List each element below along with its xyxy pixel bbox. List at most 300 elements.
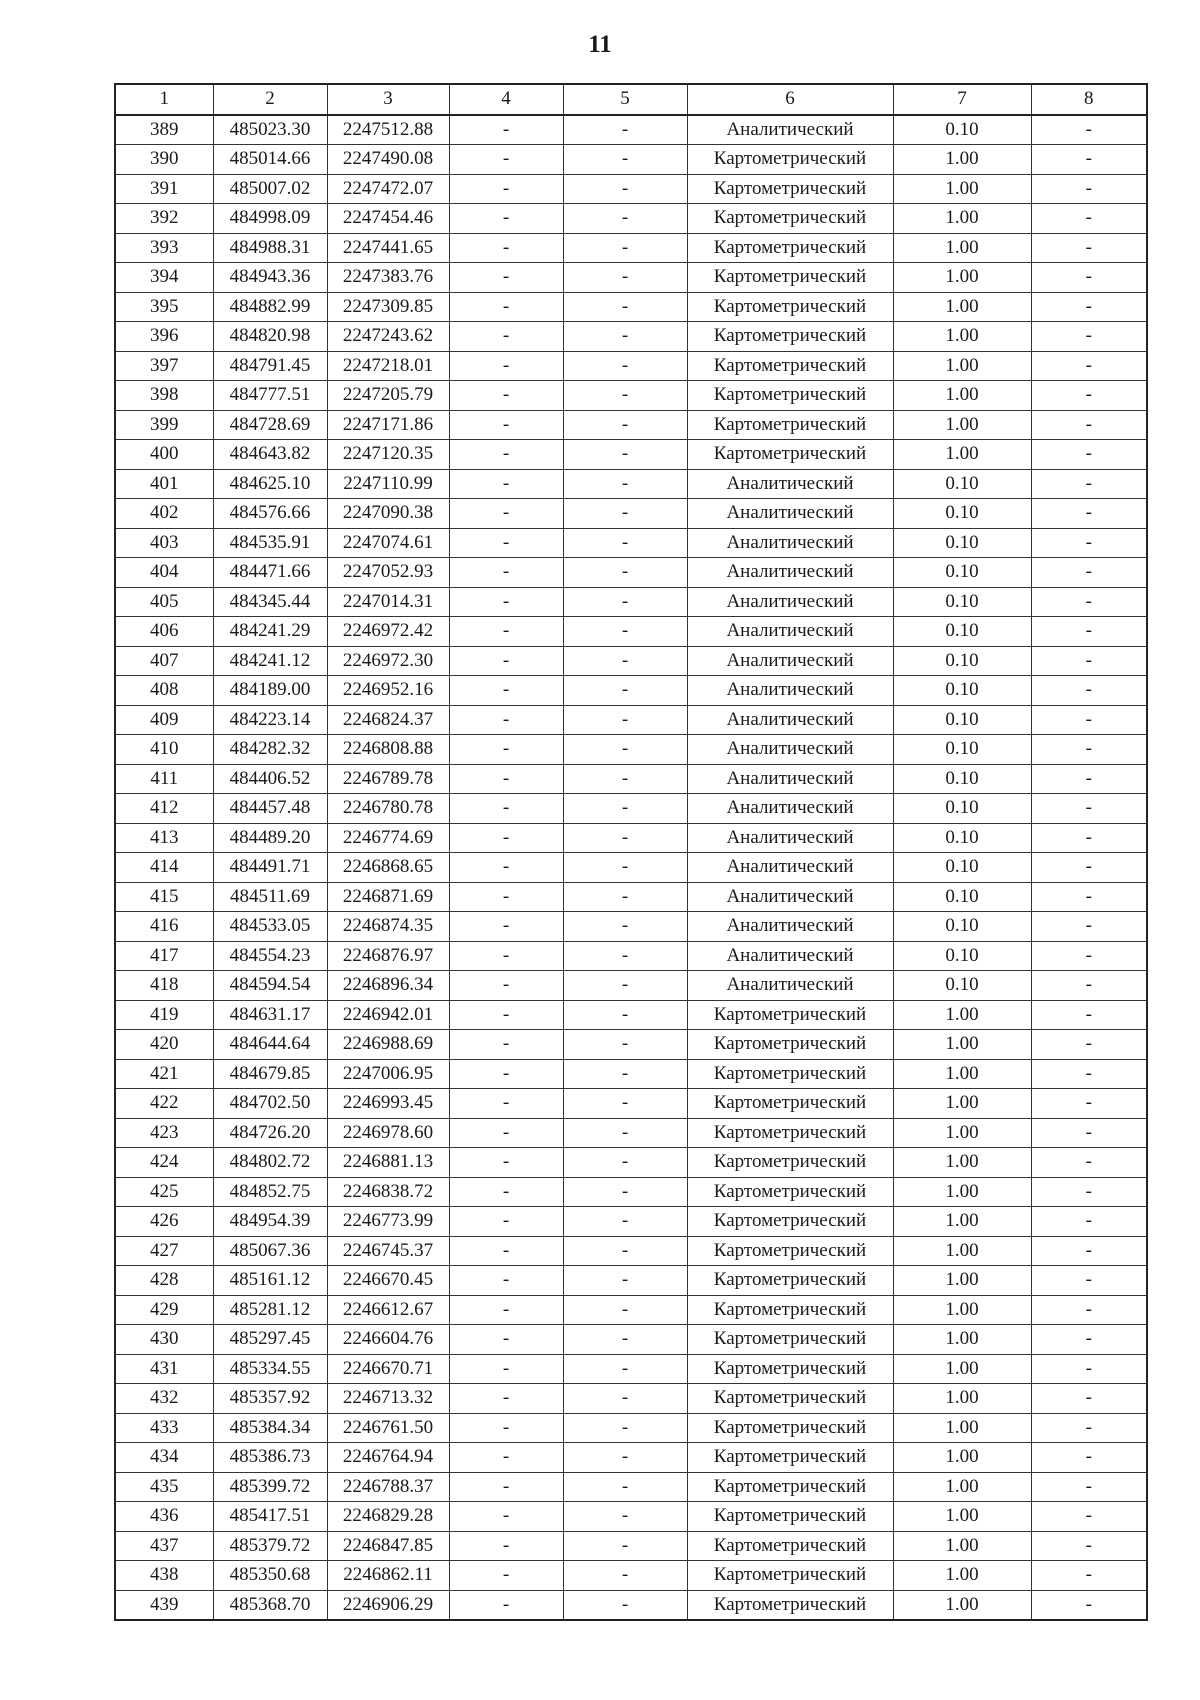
y-coordinate-cell: 2246847.85 [327,1531,449,1561]
y-coordinate-cell: 2247120.35 [327,440,449,470]
column-8-cell: - [1031,1325,1147,1355]
x-coordinate-cell: 484491.71 [213,853,327,883]
x-coordinate-cell: 484576.66 [213,499,327,529]
accuracy-cell: 0.10 [893,646,1031,676]
column-8-cell: - [1031,1354,1147,1384]
x-coordinate-cell: 485386.73 [213,1443,327,1473]
table-row [115,1472,1147,1502]
column-5-cell: - [563,971,687,1001]
column-8-cell: - [1031,1089,1147,1119]
table-row [115,646,1147,676]
column-8-cell: - [1031,676,1147,706]
x-coordinate-cell: 484679.85 [213,1059,327,1089]
column-5-cell: - [563,1295,687,1325]
column-8-cell: - [1031,204,1147,234]
accuracy-cell: 0.10 [893,499,1031,529]
method-cell: Картометрический [687,1531,893,1561]
accuracy-cell: 1.00 [893,1472,1031,1502]
column-5-cell: - [563,528,687,558]
x-coordinate-cell: 485007.02 [213,174,327,204]
accuracy-cell: 1.00 [893,1266,1031,1296]
column-8-cell: - [1031,499,1147,529]
column-4-cell: - [449,204,563,234]
y-coordinate-cell: 2246670.45 [327,1266,449,1296]
column-5-cell: - [563,882,687,912]
method-cell: Аналитический [687,882,893,912]
column-4-cell: - [449,469,563,499]
accuracy-cell: 0.10 [893,941,1031,971]
y-coordinate-cell: 2246874.35 [327,912,449,942]
x-coordinate-cell: 484511.69 [213,882,327,912]
x-coordinate-cell: 484189.00 [213,676,327,706]
x-coordinate-cell: 484988.31 [213,233,327,263]
x-coordinate-cell: 484726.20 [213,1118,327,1148]
method-cell: Картометрический [687,1059,893,1089]
column-5-cell: - [563,1118,687,1148]
column-8-cell: - [1031,1000,1147,1030]
column-8-cell: - [1031,912,1147,942]
point-number-cell: 406 [115,617,213,647]
column-8-cell: - [1031,1030,1147,1060]
method-cell: Аналитический [687,853,893,883]
x-coordinate-cell: 484554.23 [213,941,327,971]
point-number-cell: 408 [115,676,213,706]
point-number-cell: 432 [115,1384,213,1414]
method-cell: Картометрический [687,204,893,234]
method-cell: Картометрический [687,322,893,352]
column-4-cell: - [449,971,563,1001]
column-4-cell: - [449,941,563,971]
column-4-cell: - [449,322,563,352]
x-coordinate-cell: 485357.92 [213,1384,327,1414]
point-number-cell: 429 [115,1295,213,1325]
column-8-cell: - [1031,1384,1147,1414]
column-5-cell: - [563,912,687,942]
table-row [115,1354,1147,1384]
y-coordinate-cell: 2247218.01 [327,351,449,381]
x-coordinate-cell: 485067.36 [213,1236,327,1266]
table-row [115,587,1147,617]
column-5-cell: - [563,1561,687,1591]
column-5-cell: - [563,705,687,735]
column-8-cell: - [1031,1236,1147,1266]
accuracy-cell: 1.00 [893,1059,1031,1089]
table-row [115,233,1147,263]
column-5-cell: - [563,1413,687,1443]
table-row [115,1148,1147,1178]
method-cell: Картометрический [687,1325,893,1355]
point-number-cell: 414 [115,853,213,883]
column-8-cell: - [1031,823,1147,853]
column-4-cell: - [449,735,563,765]
y-coordinate-cell: 2246896.34 [327,971,449,1001]
method-cell: Картометрический [687,174,893,204]
column-8-cell: - [1031,735,1147,765]
point-number-cell: 399 [115,410,213,440]
table-row [115,1000,1147,1030]
x-coordinate-cell: 484882.99 [213,292,327,322]
column-8-cell: - [1031,1118,1147,1148]
point-number-cell: 439 [115,1590,213,1620]
x-coordinate-cell: 484241.29 [213,617,327,647]
column-header: 3 [327,84,449,115]
column-5-cell: - [563,322,687,352]
x-coordinate-cell: 484282.32 [213,735,327,765]
accuracy-cell: 1.00 [893,1325,1031,1355]
coordinates-table [114,83,1148,1621]
column-5-cell: - [563,115,687,145]
accuracy-cell: 0.10 [893,617,1031,647]
y-coordinate-cell: 2246829.28 [327,1502,449,1532]
accuracy-cell: 1.00 [893,1354,1031,1384]
method-cell: Аналитический [687,705,893,735]
point-number-cell: 415 [115,882,213,912]
accuracy-cell: 0.10 [893,912,1031,942]
accuracy-cell: 0.10 [893,705,1031,735]
y-coordinate-cell: 2247243.62 [327,322,449,352]
method-cell: Аналитический [687,912,893,942]
table-row [115,351,1147,381]
column-8-cell: - [1031,115,1147,145]
column-5-cell: - [563,646,687,676]
column-4-cell: - [449,1561,563,1591]
column-4-cell: - [449,1236,563,1266]
table-row [115,1030,1147,1060]
point-number-cell: 396 [115,322,213,352]
column-4-cell: - [449,646,563,676]
table-row [115,292,1147,322]
y-coordinate-cell: 2246764.94 [327,1443,449,1473]
accuracy-cell: 1.00 [893,1089,1031,1119]
table-row [115,174,1147,204]
x-coordinate-cell: 484644.64 [213,1030,327,1060]
point-number-cell: 407 [115,646,213,676]
column-8-cell: - [1031,263,1147,293]
y-coordinate-cell: 2247309.85 [327,292,449,322]
column-5-cell: - [563,145,687,175]
column-5-cell: - [563,1266,687,1296]
column-8-cell: - [1031,145,1147,175]
column-5-cell: - [563,174,687,204]
column-8-cell: - [1031,322,1147,352]
column-4-cell: - [449,1443,563,1473]
column-4-cell: - [449,233,563,263]
y-coordinate-cell: 2246972.42 [327,617,449,647]
method-cell: Картометрический [687,1177,893,1207]
column-4-cell: - [449,764,563,794]
y-coordinate-cell: 2246881.13 [327,1148,449,1178]
table-row [115,558,1147,588]
table-row [115,971,1147,1001]
column-4-cell: - [449,853,563,883]
method-cell: Картометрический [687,1354,893,1384]
column-8-cell: - [1031,853,1147,883]
accuracy-cell: 1.00 [893,145,1031,175]
method-cell: Картометрический [687,410,893,440]
accuracy-cell: 1.00 [893,1118,1031,1148]
method-cell: Аналитический [687,764,893,794]
column-4-cell: - [449,617,563,647]
method-cell: Картометрический [687,1118,893,1148]
method-cell: Аналитический [687,617,893,647]
table-row [115,410,1147,440]
method-cell: Аналитический [687,794,893,824]
x-coordinate-cell: 485379.72 [213,1531,327,1561]
point-number-cell: 425 [115,1177,213,1207]
column-4-cell: - [449,1059,563,1089]
column-4-cell: - [449,676,563,706]
accuracy-cell: 1.00 [893,1590,1031,1620]
point-number-cell: 397 [115,351,213,381]
method-cell: Аналитический [687,469,893,499]
y-coordinate-cell: 2246876.97 [327,941,449,971]
y-coordinate-cell: 2247441.65 [327,233,449,263]
table-header-row [115,84,1147,115]
column-4-cell: - [449,587,563,617]
y-coordinate-cell: 2247090.38 [327,499,449,529]
point-number-cell: 411 [115,764,213,794]
x-coordinate-cell: 485384.34 [213,1413,327,1443]
column-4-cell: - [449,1089,563,1119]
table-row [115,322,1147,352]
method-cell: Картометрический [687,1502,893,1532]
column-4-cell: - [449,263,563,293]
column-4-cell: - [449,410,563,440]
method-cell: Картометрический [687,1384,893,1414]
column-5-cell: - [563,233,687,263]
y-coordinate-cell: 2247074.61 [327,528,449,558]
point-number-cell: 389 [115,115,213,145]
column-4-cell: - [449,381,563,411]
column-8-cell: - [1031,1413,1147,1443]
table-row [115,617,1147,647]
method-cell: Аналитический [687,587,893,617]
column-5-cell: - [563,1089,687,1119]
method-cell: Картометрический [687,1590,893,1620]
accuracy-cell: 1.00 [893,1502,1031,1532]
table-row [115,735,1147,765]
column-8-cell: - [1031,292,1147,322]
column-4-cell: - [449,558,563,588]
x-coordinate-cell: 485014.66 [213,145,327,175]
y-coordinate-cell: 2246670.71 [327,1354,449,1384]
table-row [115,1561,1147,1591]
column-4-cell: - [449,1590,563,1620]
column-8-cell: - [1031,705,1147,735]
point-number-cell: 394 [115,263,213,293]
point-number-cell: 431 [115,1354,213,1384]
y-coordinate-cell: 2247052.93 [327,558,449,588]
table-row [115,1118,1147,1148]
column-4-cell: - [449,882,563,912]
point-number-cell: 412 [115,794,213,824]
column-8-cell: - [1031,1059,1147,1089]
point-number-cell: 409 [115,705,213,735]
table-body [115,115,1147,1621]
column-5-cell: - [563,440,687,470]
column-5-cell: - [563,764,687,794]
column-8-cell: - [1031,587,1147,617]
y-coordinate-cell: 2246993.45 [327,1089,449,1119]
column-5-cell: - [563,676,687,706]
method-cell: Аналитический [687,735,893,765]
column-5-cell: - [563,410,687,440]
column-header: 8 [1031,84,1147,115]
accuracy-cell: 0.10 [893,794,1031,824]
method-cell: Картометрический [687,440,893,470]
y-coordinate-cell: 2246972.30 [327,646,449,676]
table-row [115,1266,1147,1296]
accuracy-cell: 1.00 [893,1295,1031,1325]
method-cell: Картометрический [687,1030,893,1060]
accuracy-cell: 1.00 [893,1207,1031,1237]
accuracy-cell: 1.00 [893,1531,1031,1561]
x-coordinate-cell: 484594.54 [213,971,327,1001]
column-5-cell: - [563,1443,687,1473]
column-4-cell: - [449,1207,563,1237]
column-8-cell: - [1031,558,1147,588]
method-cell: Картометрический [687,145,893,175]
table-row [115,1590,1147,1620]
point-number-cell: 423 [115,1118,213,1148]
method-cell: Аналитический [687,115,893,145]
column-4-cell: - [449,1531,563,1561]
accuracy-cell: 0.10 [893,558,1031,588]
accuracy-cell: 1.00 [893,1177,1031,1207]
accuracy-cell: 1.00 [893,174,1031,204]
column-8-cell: - [1031,764,1147,794]
point-number-cell: 390 [115,145,213,175]
table-row [115,764,1147,794]
column-8-cell: - [1031,1502,1147,1532]
y-coordinate-cell: 2247383.76 [327,263,449,293]
column-4-cell: - [449,823,563,853]
x-coordinate-cell: 484631.17 [213,1000,327,1030]
x-coordinate-cell: 485334.55 [213,1354,327,1384]
column-5-cell: - [563,823,687,853]
method-cell: Картометрический [687,292,893,322]
y-coordinate-cell: 2246789.78 [327,764,449,794]
column-8-cell: - [1031,617,1147,647]
x-coordinate-cell: 485161.12 [213,1266,327,1296]
accuracy-cell: 1.00 [893,233,1031,263]
point-number-cell: 424 [115,1148,213,1178]
column-8-cell: - [1031,1472,1147,1502]
method-cell: Картометрический [687,1207,893,1237]
accuracy-cell: 1.00 [893,410,1031,440]
y-coordinate-cell: 2246612.67 [327,1295,449,1325]
y-coordinate-cell: 2246868.65 [327,853,449,883]
point-number-cell: 433 [115,1413,213,1443]
y-coordinate-cell: 2246942.01 [327,1000,449,1030]
column-8-cell: - [1031,1590,1147,1620]
column-4-cell: - [449,705,563,735]
y-coordinate-cell: 2246906.29 [327,1590,449,1620]
y-coordinate-cell: 2247014.31 [327,587,449,617]
point-number-cell: 405 [115,587,213,617]
column-5-cell: - [563,1177,687,1207]
point-number-cell: 438 [115,1561,213,1591]
column-8-cell: - [1031,381,1147,411]
accuracy-cell: 0.10 [893,853,1031,883]
point-number-cell: 392 [115,204,213,234]
point-number-cell: 393 [115,233,213,263]
x-coordinate-cell: 485399.72 [213,1472,327,1502]
column-4-cell: - [449,528,563,558]
method-cell: Картометрический [687,1236,893,1266]
x-coordinate-cell: 484643.82 [213,440,327,470]
column-8-cell: - [1031,971,1147,1001]
table-row [115,115,1147,145]
point-number-cell: 435 [115,1472,213,1502]
method-cell: Картометрический [687,1443,893,1473]
y-coordinate-cell: 2246761.50 [327,1413,449,1443]
column-4-cell: - [449,440,563,470]
column-8-cell: - [1031,646,1147,676]
accuracy-cell: 1.00 [893,322,1031,352]
accuracy-cell: 1.00 [893,263,1031,293]
column-5-cell: - [563,351,687,381]
column-5-cell: - [563,1030,687,1060]
column-5-cell: - [563,1472,687,1502]
point-number-cell: 427 [115,1236,213,1266]
point-number-cell: 419 [115,1000,213,1030]
table-row [115,912,1147,942]
method-cell: Картометрический [687,263,893,293]
column-4-cell: - [449,1502,563,1532]
column-5-cell: - [563,1590,687,1620]
table-row [115,853,1147,883]
point-number-cell: 420 [115,1030,213,1060]
column-4-cell: - [449,351,563,381]
point-number-cell: 437 [115,1531,213,1561]
column-4-cell: - [449,174,563,204]
method-cell: Аналитический [687,971,893,1001]
accuracy-cell: 1.00 [893,440,1031,470]
column-4-cell: - [449,145,563,175]
method-cell: Картометрический [687,1413,893,1443]
table-row [115,1325,1147,1355]
table-row [115,204,1147,234]
column-5-cell: - [563,587,687,617]
column-5-cell: - [563,381,687,411]
column-4-cell: - [449,1325,563,1355]
column-8-cell: - [1031,1148,1147,1178]
point-number-cell: 413 [115,823,213,853]
point-number-cell: 402 [115,499,213,529]
x-coordinate-cell: 484820.98 [213,322,327,352]
page-number: 11 [588,31,612,58]
column-8-cell: - [1031,469,1147,499]
column-5-cell: - [563,499,687,529]
column-header: 1 [115,84,213,115]
y-coordinate-cell: 2247512.88 [327,115,449,145]
point-number-cell: 391 [115,174,213,204]
table-row [115,145,1147,175]
table-row [115,1295,1147,1325]
point-number-cell: 417 [115,941,213,971]
table-row [115,676,1147,706]
table-row [115,794,1147,824]
column-5-cell: - [563,292,687,322]
y-coordinate-cell: 2246713.32 [327,1384,449,1414]
table-row [115,1384,1147,1414]
column-4-cell: - [449,1030,563,1060]
column-5-cell: - [563,617,687,647]
point-number-cell: 428 [115,1266,213,1296]
table-row [115,1059,1147,1089]
method-cell: Картометрический [687,1000,893,1030]
